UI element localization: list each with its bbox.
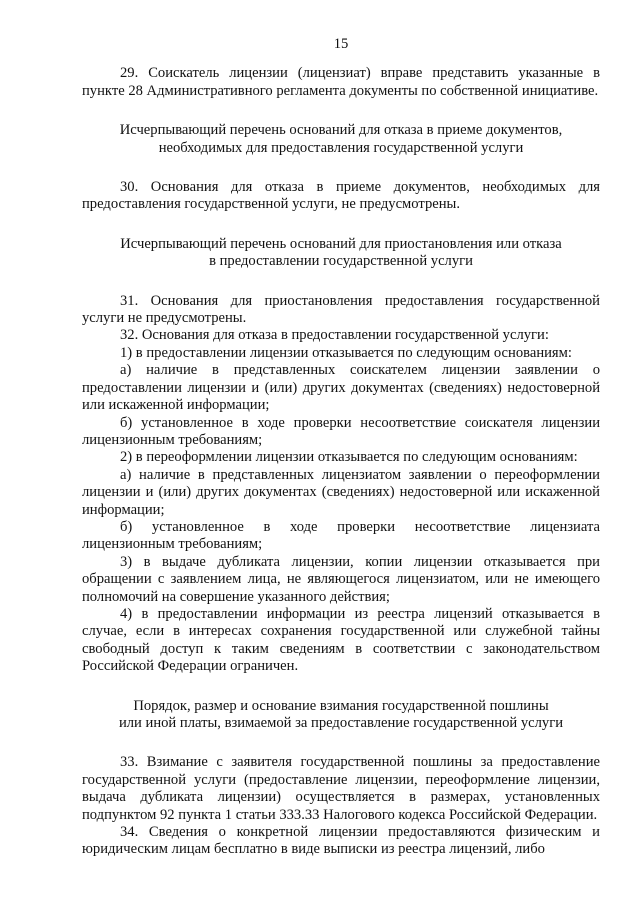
paragraph-32: 32. Основания для отказа в предоставлении государственной услуги:	[120, 327, 549, 344]
paragraph-32-2-a: а) наличие в представленных лицензиатом заявлении о переоформлении лицензии и (или) других документах (сведениях) недостоверной или искаженной информации;	[82, 466, 600, 518]
paragraph-30: 30. Основания для отказа в приеме документов, необходимых для предоставления государственной услуги, не предусмотрены.	[82, 179, 600, 213]
page-number: 15	[333, 36, 349, 52]
heading-line: Исчерпывающий перечень оснований для приостановления или отказа	[120, 235, 562, 252]
heading-line: в предоставлении государственной услуги	[209, 253, 473, 270]
paragraph-34: 34. Сведения о конкретной лицензии предоставляются физическим и юридическим лицам бесплатно в виде выписки из реестра лицензий, либо	[82, 824, 600, 858]
paragraph-33: 33. Взимание с заявителя государственной пошлины за предоставление государственной услуги (предоставление лицензии, переоформление лицензии, выдача дубликата лицензии) осуществляется в размерах, установленных подпунктом 92 пункта 1 статьи 333.33 Налогового кодекса Российской Федерации.	[82, 754, 600, 823]
paragraph-32-2: 2) в переоформлении лицензии отказывается по следующим основаниям:	[120, 449, 578, 466]
heading-line: Порядок, размер и основание взимания государственной пошлины	[133, 697, 549, 714]
paragraph-31: 31. Основания для приостановления предоставления государственной услуги не предусмотрены.	[82, 292, 600, 327]
heading-suspension	[82, 236, 600, 271]
paragraph-32-3: 3) в выдаче дубликата лицензии, копии лицензии отказывается при обращении с заявлением лица, не являющегося лицензиатом, или не имеющего полномочий на совершение указанного действия;	[82, 553, 600, 605]
paragraph-32-1-b: б) установленное в ходе проверки несоответствие соискателя лицензии лицензионным требованиям;	[82, 414, 600, 448]
heading-line: или иной платы, взимаемой за предоставление государственной услуги	[118, 715, 564, 731]
paragraph-32-2-b: б) установленное в ходе проверки несоответствие лицензиата лицензионным требованиям;	[82, 518, 600, 553]
paragraph-32-4: 4) в предоставлении информации из реестра лицензий отказывается в случае, если в интересах сохранения государственной или служебной тайны свободный доступ к таким сведениям в соответствии с законодательством Российской Федерации ограничен.	[82, 605, 600, 675]
heading-line: Исчерпывающий перечень оснований для отказа в приеме документов,	[119, 122, 563, 139]
paragraph-29: 29. Соискатель лицензии (лицензиат) вправе представить указанные в пункте 28 Административного регламента документы по собственной инициативе.	[82, 65, 600, 99]
heading-state-fee	[82, 698, 600, 733]
paragraph-32-1-a: а) наличие в представленных соискателем лицензии заявлении о предоставлении лицензии и (или) других документах (сведениях) недостоверной или искаженной информации;	[82, 362, 600, 414]
paragraph-32-1: 1) в предоставлении лицензии отказывается по следующим основаниям:	[120, 344, 572, 361]
heading-line: необходимых для предоставления государственной услуги	[158, 139, 524, 156]
heading-refusal-documents	[82, 122, 600, 157]
